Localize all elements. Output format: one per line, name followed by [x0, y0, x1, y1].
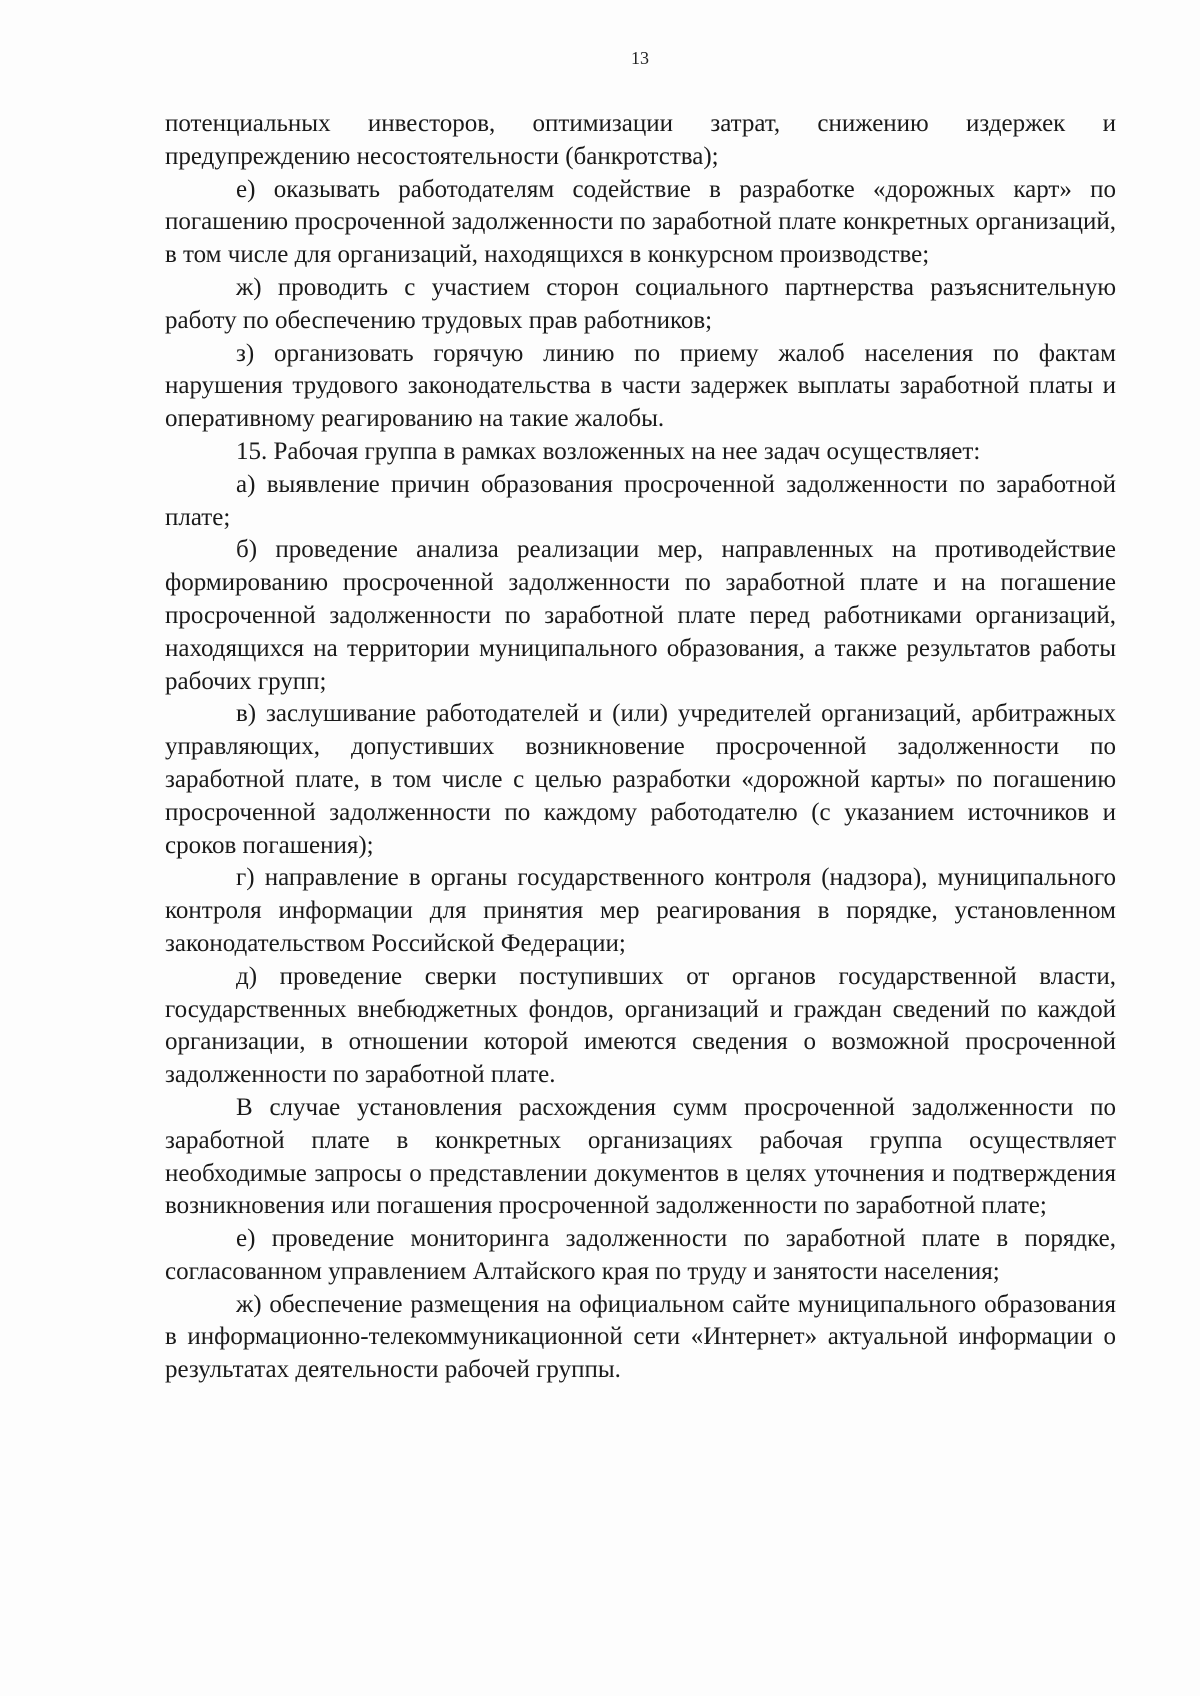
paragraph-item-zh-publication: ж) обеспечение размещения на официальном сайте муниципального образования в информационно-телекоммуникационной сети «Интернет» актуальной информации о результатах деятельности рабочей группы.: [165, 1290, 1116, 1384]
paragraph-item-g-referral: г) направление в органы государственного контроля (надзора), муниципального контроля информации для принятия мер реагирования в порядке, установленном законодательством Российской Федерации;: [165, 864, 1116, 957]
paragraph-item-a-causes: а) выявление причин образования просроченной задолженности по заработной плате;: [165, 470, 1116, 531]
paragraph-item-zh-explanatory-work: ж) проводить с участием сторон социального партнерства разъяснительную работу по обеспечению трудовых прав работников;: [165, 273, 1116, 334]
paragraph-discrepancy: В случае установления расхождения сумм просроченной задолженности по заработной плате в конкретных организациях рабочая группа осуществляет необходимые запросы о представлении документов в целях уточнения и подтверждения возникновения или погашения просроченной задолженности по заработной плате;: [165, 1093, 1116, 1220]
paragraph-item-z-hotline: з) организовать горячую линию по приему жалоб населения по фактам нарушения трудового законодательства в части задержек выплаты заработной платы и оперативному реагированию на такие жалобы.: [165, 339, 1116, 433]
page-number: 13: [631, 48, 649, 68]
document-body: [165, 108, 1116, 1387]
paragraph-item-v-hearings: в) заслушивание работодателей и (или) учредителей организаций, арбитражных управляющих, допустивших возникновение просроченной задолженности по заработной плате, в том числе с целью разработки «дорожной карты» по погашению просроченной задолженности по каждому работодателю (с указанием источников и сроков погашения);: [165, 700, 1116, 859]
paragraph-continuation: потенциальных инвесторов, оптимизации затрат, снижению издержек и предупреждению несостоятельности (банкротства);: [165, 110, 1116, 170]
paragraph-item-b-analysis: б) проведение анализа реализации мер, направленных на противодействие формированию просроченной задолженности по заработной плате и на погашение просроченной задолженности по заработной плате перед работниками организаций, находящихся на территории муниципального образования, а также результатов работы рабочих групп;: [165, 536, 1116, 695]
paragraph-section-15: 15. Рабочая группа в рамках возложенных на нее задач осуществляет:: [236, 437, 981, 465]
paragraph-item-e-roadmaps: е) оказывать работодателям содействие в разработке «дорожных карт» по погашению просроченной задолженности по заработной плате конкретных организаций, в том числе для организаций, находящихся в конкурсном производстве;: [165, 175, 1116, 269]
paragraph-item-d-reconciliation: д) проведение сверки поступивших от органов государственной власти, государственных внебюджетных фондов, организаций и граждан сведений по каждой организации, в отношении которой имеются сведения о возможной просроченной задолженности по заработной плате.: [165, 962, 1116, 1089]
paragraph-item-e-monitoring: е) проведение мониторинга задолженности по заработной плате в порядке, согласованном управлением Алтайского края по труду и занятости населения;: [165, 1225, 1116, 1285]
